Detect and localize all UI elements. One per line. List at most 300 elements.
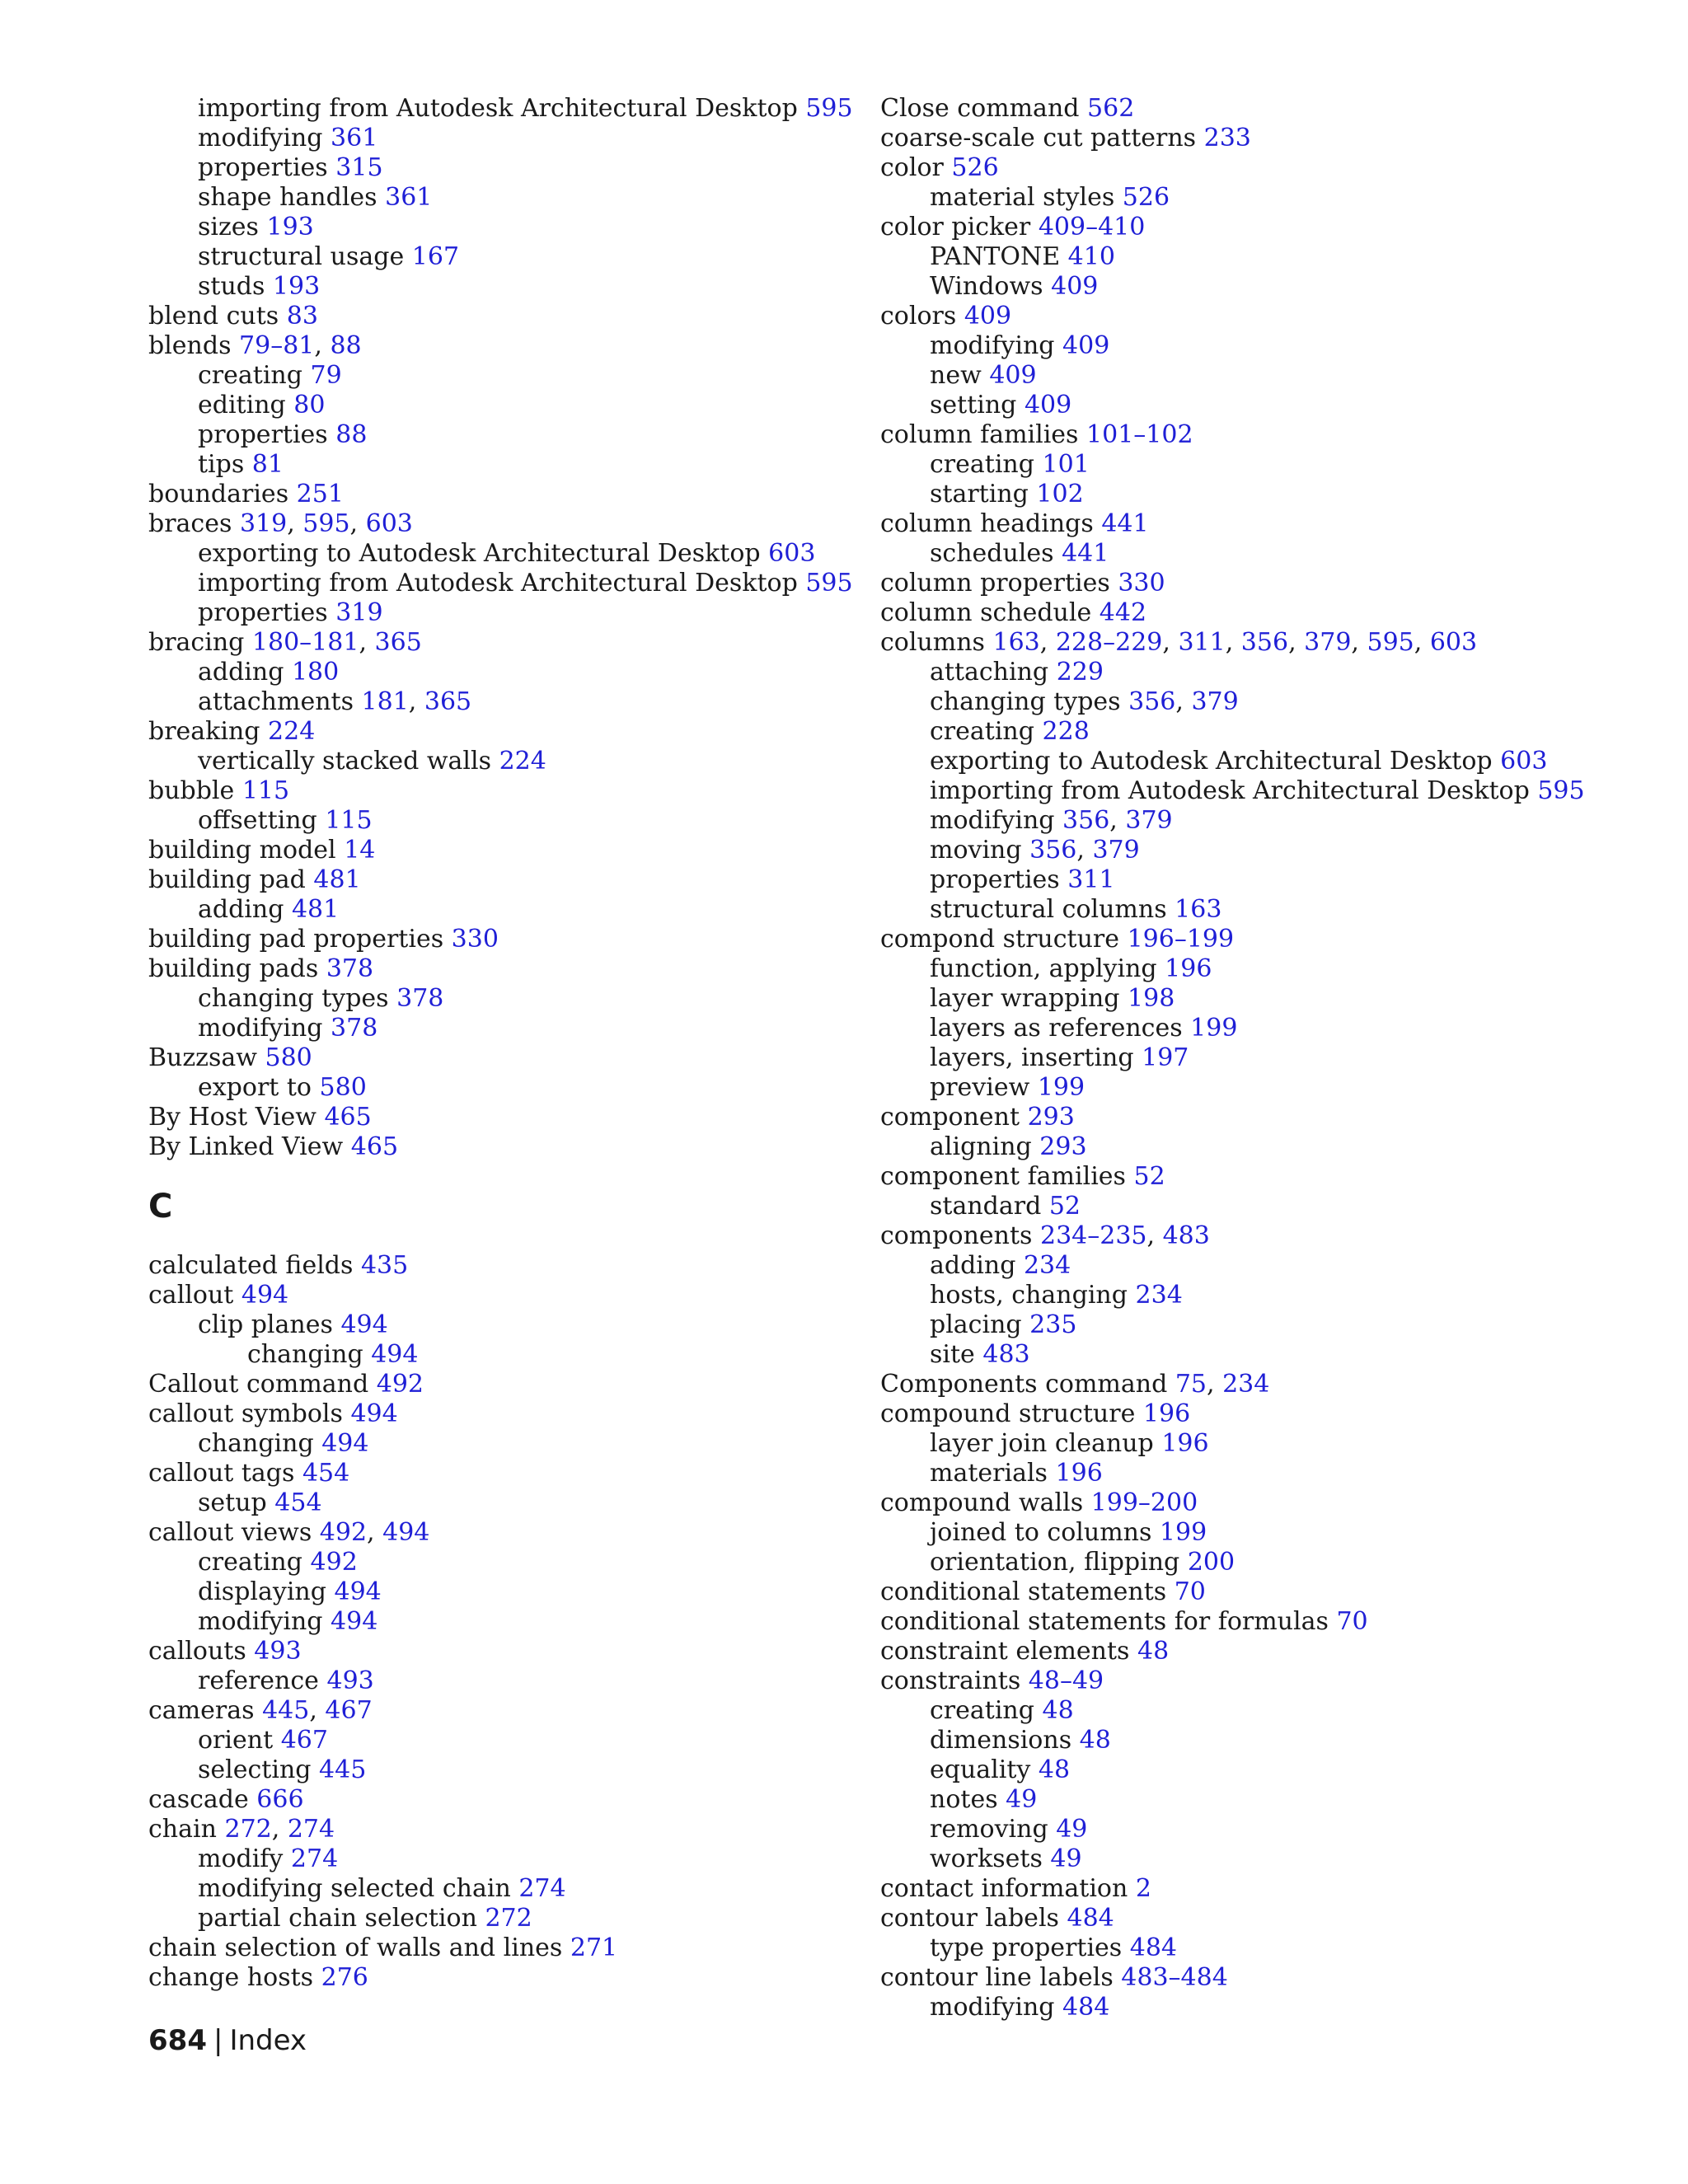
index-subentry	[880, 747, 1639, 776]
page-reference-link[interactable]: 494	[321, 1429, 369, 1458]
index-term: sizes	[198, 213, 259, 241]
index-term: adding	[930, 1251, 1016, 1280]
page-reference-link[interactable]: 580	[265, 1043, 312, 1072]
index-subentry	[880, 1429, 1639, 1459]
page-reference-link[interactable]: 356	[1062, 806, 1110, 835]
page-reference-link[interactable]: 467	[280, 1726, 328, 1755]
page-reference-link[interactable]: 274	[518, 1874, 566, 1903]
page-reference-link[interactable]: 49	[1056, 1815, 1088, 1844]
index-term: removing	[930, 1815, 1048, 1844]
index-term: setup	[198, 1488, 267, 1517]
page-reference-link[interactable]: 274	[290, 1844, 339, 1873]
index-term: attachments	[198, 687, 354, 716]
page-reference-link[interactable]: 603	[1500, 747, 1548, 776]
index-term: studs	[198, 272, 265, 301]
page-reference-link[interactable]: 454	[302, 1459, 350, 1488]
index-subentry	[880, 1815, 1639, 1844]
index-entry	[148, 1963, 857, 1993]
page-reference-link[interactable]: 492	[319, 1518, 368, 1547]
index-term: creating	[198, 1548, 302, 1577]
index-entry	[880, 1904, 1639, 1933]
index-term: structural columns	[930, 895, 1167, 924]
index-subentry	[148, 272, 857, 302]
index-term: attaching	[930, 658, 1049, 687]
index-subentry: modifying 356, 379	[930, 806, 1173, 835]
index-term: calculated fields	[148, 1251, 354, 1280]
index-term: creating	[930, 1696, 1034, 1725]
index-term: coarse-scale cut patterns	[880, 124, 1197, 152]
index-term: creating	[198, 361, 302, 390]
index-subentry	[880, 1548, 1639, 1577]
index-subentry	[880, 984, 1639, 1014]
index-entry	[148, 302, 857, 331]
page-reference-link[interactable]: 200	[1187, 1548, 1236, 1577]
page-reference-link[interactable]: 378	[396, 984, 444, 1013]
page-reference-link[interactable]: 562	[1087, 94, 1135, 123]
page-reference-link[interactable]: 180–181	[251, 628, 359, 657]
page-reference-link[interactable]: 356	[1128, 687, 1176, 716]
index-subentry	[880, 183, 1639, 213]
page-reference-link[interactable]: 234	[1023, 1251, 1071, 1280]
page-reference-link[interactable]: 102	[1036, 480, 1084, 509]
index-term: modifying selected chain	[198, 1874, 511, 1903]
page-reference-link[interactable]: 311	[1067, 865, 1115, 894]
index-subentry	[880, 361, 1639, 391]
page-reference-link[interactable]: 79–81	[239, 331, 315, 360]
index-entry	[880, 153, 1639, 183]
page-reference-link[interactable]: 199–200	[1090, 1488, 1198, 1517]
page-reference-link[interactable]: 233	[1203, 124, 1251, 152]
page-reference-link[interactable]: 199	[1190, 1014, 1238, 1043]
page-reference-link[interactable]: 80	[293, 391, 326, 419]
page-reference-link[interactable]: 441	[1101, 509, 1149, 538]
index-term: Close command	[880, 94, 1080, 123]
index-subentry	[148, 124, 857, 153]
index-term: notes	[930, 1785, 998, 1814]
index-term: conditional statements	[880, 1577, 1167, 1606]
index-term: layers, inserting	[930, 1043, 1134, 1072]
page-reference-link[interactable]: 224	[268, 717, 316, 746]
index-subentry	[148, 1073, 857, 1103]
page-reference-link[interactable]: 101	[1042, 450, 1090, 479]
index-subentry: attachments 181, 365	[198, 687, 472, 716]
index-entry	[880, 1577, 1639, 1607]
page-reference-link[interactable]: 274	[287, 1815, 335, 1844]
page-reference-link[interactable]: 465	[324, 1103, 372, 1132]
index-term: layer wrapping	[930, 984, 1120, 1013]
index-entry	[880, 1637, 1639, 1666]
index-entry	[880, 598, 1639, 628]
page-reference-link[interactable]: 493	[326, 1666, 374, 1695]
index-subentry	[880, 1785, 1639, 1815]
page-reference-link[interactable]: 356	[1029, 836, 1077, 865]
page-reference-link[interactable]: 465	[350, 1132, 399, 1161]
index-term: adding	[198, 658, 284, 687]
page-reference-link[interactable]: 494	[241, 1281, 289, 1310]
index-subentry	[880, 717, 1639, 747]
index-term: vertically stacked walls	[198, 747, 492, 776]
index-column-right	[880, 94, 1639, 2022]
page-reference-link[interactable]: 494	[334, 1577, 382, 1606]
index-subentry	[880, 1696, 1639, 1726]
index-subentry	[148, 539, 857, 569]
page-reference-link[interactable]: 199	[1159, 1518, 1207, 1547]
index-term: standard	[930, 1192, 1042, 1221]
index-term: hosts, changing	[930, 1281, 1128, 1310]
page-reference-link[interactable]: 319	[239, 509, 288, 538]
page-reference-link[interactable]: 293	[1039, 1132, 1087, 1161]
page-reference-link[interactable]: 81	[251, 450, 284, 479]
page-reference-link[interactable]: 196	[1165, 954, 1212, 983]
page-reference-link[interactable]: 379	[1092, 836, 1140, 865]
index-subentry	[148, 1488, 857, 1518]
page-reference-link[interactable]: 276	[321, 1963, 368, 1992]
index-term: modify	[198, 1844, 284, 1873]
page-reference-link[interactable]: 379	[1191, 687, 1239, 716]
page-reference-link[interactable]: 52	[1048, 1192, 1081, 1221]
index-subentry	[148, 806, 857, 836]
page-reference-link[interactable]: 492	[376, 1370, 424, 1399]
page-reference-link[interactable]: 48	[1137, 1637, 1170, 1666]
page-reference-link[interactable]: 330	[1118, 569, 1165, 598]
footer-separator: |	[213, 2024, 223, 2057]
page-reference-link[interactable]: 271	[570, 1933, 618, 1962]
index-subentry	[880, 954, 1639, 984]
page-reference-link[interactable]: 603	[365, 509, 413, 538]
index-entry	[880, 124, 1639, 153]
page-reference-link[interactable]: 441	[1062, 539, 1109, 568]
index-subentry	[880, 1844, 1639, 1874]
index-subentry	[148, 94, 857, 124]
page-reference-link[interactable]: 75	[1175, 1370, 1207, 1399]
index-term: component families	[880, 1162, 1126, 1191]
page-reference-link[interactable]: 311	[1178, 628, 1226, 657]
index-term: contour labels	[880, 1904, 1059, 1933]
page-reference-link[interactable]: 526	[951, 153, 999, 182]
index-term: schedules	[930, 539, 1054, 568]
index-term: By Linked View	[148, 1132, 344, 1161]
index-subentry	[880, 480, 1639, 509]
index-term: building pad	[148, 865, 306, 894]
index-term: joined to columns	[930, 1518, 1152, 1547]
page-reference-link[interactable]: 235	[1029, 1310, 1077, 1339]
index-entry	[148, 836, 857, 865]
index-subentry	[880, 1281, 1639, 1310]
index-term: properties	[930, 865, 1060, 894]
page-reference-link[interactable]: 79	[310, 361, 342, 390]
page-reference-link[interactable]: 666	[256, 1785, 304, 1814]
page-reference-link[interactable]: 198	[1128, 984, 1175, 1013]
index-term: colors	[880, 302, 957, 330]
index-term: shape handles	[198, 183, 377, 212]
page-reference-link[interactable]: 228–229	[1055, 628, 1163, 657]
page-reference-link[interactable]: 196	[1161, 1429, 1209, 1458]
index-term: Callout command	[148, 1370, 369, 1399]
page-reference-link[interactable]: 492	[310, 1548, 358, 1577]
index-subentry	[148, 1429, 857, 1459]
page-reference-link[interactable]: 48	[1042, 1696, 1074, 1725]
index-term: cascade	[148, 1785, 249, 1814]
index-subentry	[880, 1132, 1639, 1162]
index-entry	[880, 925, 1639, 954]
page-reference-link[interactable]: 251	[296, 480, 344, 509]
page-reference-link[interactable]: 481	[313, 865, 361, 894]
index-subentry	[880, 242, 1639, 272]
page-reference-link[interactable]: 272	[485, 1904, 532, 1933]
page-reference-link[interactable]: 196	[1055, 1459, 1103, 1488]
index-term: contour line labels	[880, 1963, 1114, 1992]
page-reference-link[interactable]: 494	[331, 1607, 378, 1636]
page-reference-link[interactable]: 409	[1062, 331, 1110, 360]
index-term: color	[880, 153, 944, 182]
page-reference-link[interactable]: 199	[1037, 1073, 1085, 1102]
page-reference-link[interactable]: 603	[1429, 628, 1478, 657]
footer-section-title: Index	[229, 2024, 307, 2057]
page-reference-link[interactable]: 484	[1067, 1904, 1114, 1933]
page-reference-link[interactable]: 409	[964, 302, 1012, 330]
page-reference-link[interactable]: 378	[331, 1014, 378, 1043]
index-term: creating	[930, 717, 1034, 746]
page-reference-link[interactable]: 361	[331, 124, 378, 152]
page-reference-link[interactable]: 454	[274, 1488, 322, 1517]
page-reference-link[interactable]: 319	[335, 598, 383, 627]
page-reference-link[interactable]: 494	[371, 1340, 419, 1369]
page-reference-link[interactable]: 193	[266, 213, 314, 241]
index-term: importing from Autodesk Architectural Desktop	[930, 776, 1530, 805]
index-term: cameras	[148, 1696, 255, 1725]
index-term: change hosts	[148, 1963, 314, 1992]
index-entry	[880, 1607, 1639, 1637]
index-subentry	[148, 391, 857, 420]
page-reference-link[interactable]: 14	[344, 836, 376, 865]
index-subentry	[148, 1874, 857, 1904]
page-reference-link[interactable]: 526	[1122, 183, 1170, 212]
index-term: layers as references	[930, 1014, 1183, 1043]
index-term: conditional statements for formulas	[880, 1607, 1329, 1636]
index-term: starting	[930, 480, 1029, 509]
index-term: breaking	[148, 717, 260, 746]
index-term: modifying	[930, 806, 1055, 835]
page-reference-link[interactable]: 181	[361, 687, 409, 716]
section-heading: C	[148, 1188, 173, 1226]
index-term: editing	[198, 391, 286, 419]
page-reference-link[interactable]: 493	[254, 1637, 302, 1666]
index-entry	[880, 1399, 1639, 1429]
page-reference-link[interactable]: 234–235	[1039, 1221, 1147, 1250]
page-reference-link[interactable]: 48	[1038, 1755, 1071, 1784]
index-subentry	[880, 1993, 1639, 2022]
index-entry	[148, 1459, 857, 1488]
index-term: Components command	[880, 1370, 1168, 1399]
page-reference-link[interactable]: 467	[325, 1696, 373, 1725]
page-reference-link[interactable]: 193	[272, 272, 321, 301]
index-subentry	[880, 1755, 1639, 1785]
page-reference-link[interactable]: 48–49	[1028, 1666, 1104, 1695]
page-reference-link[interactable]: 101–102	[1086, 420, 1193, 449]
page-reference-link[interactable]: 356	[1240, 628, 1289, 657]
page-reference-link[interactable]: 603	[768, 539, 816, 568]
page-reference-link[interactable]: 196	[1142, 1399, 1191, 1428]
index-term: clip planes	[198, 1310, 333, 1339]
page-reference-link[interactable]: 595	[1367, 628, 1414, 657]
index-subentry	[148, 1844, 857, 1874]
page-reference-link[interactable]: 167	[411, 242, 460, 271]
index-term: Buzzsaw	[148, 1043, 257, 1072]
page-reference-link[interactable]: 409–410	[1038, 213, 1146, 241]
index-term: aligning	[930, 1132, 1032, 1161]
index-term: building pad properties	[148, 925, 444, 954]
page-reference-link[interactable]: 442	[1099, 598, 1147, 627]
index-term: type properties	[930, 1933, 1123, 1962]
page-reference-link[interactable]: 409	[989, 361, 1037, 390]
page-reference-link[interactable]: 330	[451, 925, 499, 954]
page-reference-link[interactable]: 379	[1304, 628, 1352, 657]
page-reference-link[interactable]: 224	[499, 747, 546, 776]
index-subentry	[148, 658, 857, 687]
page-reference-link[interactable]: 409	[1051, 272, 1099, 301]
page-reference-link[interactable]: 365	[424, 687, 472, 716]
index-entry	[880, 94, 1639, 124]
index-term: blend cuts	[148, 302, 279, 330]
index-term: column properties	[880, 569, 1110, 598]
page-reference-link[interactable]: 484	[1062, 1993, 1110, 2022]
index-entry	[148, 1933, 857, 1963]
index-entry	[880, 1162, 1639, 1192]
page-reference-link[interactable]: 88	[330, 331, 362, 360]
index-subentry	[148, 361, 857, 391]
index-term: structural usage	[198, 242, 405, 271]
page-reference-link[interactable]: 494	[340, 1310, 388, 1339]
index-entry	[880, 1103, 1639, 1132]
page-reference-link[interactable]: 435	[360, 1251, 409, 1280]
page-reference-link[interactable]: 595	[805, 94, 853, 123]
index-term: setting	[930, 391, 1017, 419]
index-subentry	[880, 1073, 1639, 1103]
page-reference-link[interactable]: 580	[319, 1073, 367, 1102]
index-subentry	[148, 1904, 857, 1933]
page-reference-link[interactable]: 484	[1129, 1933, 1178, 1962]
index-term: constraints	[880, 1666, 1021, 1695]
page-reference-link[interactable]: 2	[1135, 1874, 1151, 1903]
page-reference-link[interactable]: 228	[1042, 717, 1090, 746]
index-subentry	[148, 1726, 857, 1755]
index-term: PANTONE	[930, 242, 1061, 271]
index-term: placing	[930, 1310, 1022, 1339]
index-term: column families	[880, 420, 1079, 449]
index-entry	[880, 420, 1639, 450]
index-entry	[148, 1043, 857, 1073]
index-subentry	[880, 895, 1639, 925]
page-reference-link[interactable]: 115	[325, 806, 373, 835]
index-entry: braces 319, 595, 603	[148, 509, 413, 538]
page-reference-link[interactable]: 115	[241, 776, 290, 805]
index-term: layer join cleanup	[930, 1429, 1154, 1458]
index-term: exporting to Autodesk Architectural Desktop	[930, 747, 1493, 776]
page-reference-link[interactable]: 595	[805, 569, 853, 598]
page-reference-link[interactable]: 365	[374, 628, 422, 657]
page-reference-link[interactable]: 379	[1125, 806, 1173, 835]
page-reference-link[interactable]: 163	[1175, 895, 1222, 924]
page-reference-link[interactable]: 49	[1050, 1844, 1082, 1873]
index-term: offsetting	[198, 806, 317, 835]
page-reference-link[interactable]: 197	[1142, 1043, 1189, 1072]
index-subentry	[148, 1607, 857, 1637]
index-entry	[148, 954, 857, 984]
index-subentry	[880, 391, 1639, 420]
page-reference-link[interactable]: 483–484	[1121, 1963, 1228, 1992]
page-reference-link[interactable]: 378	[326, 954, 374, 983]
page-reference-link[interactable]: 70	[1174, 1577, 1206, 1606]
index-term: changing	[198, 1429, 314, 1458]
page-reference-link[interactable]: 234	[1222, 1370, 1270, 1399]
index-term: boundaries	[148, 480, 289, 509]
page-reference-link[interactable]: 595	[1537, 776, 1585, 805]
page-reference-link[interactable]: 180	[291, 658, 340, 687]
page-reference-link[interactable]: 234	[1135, 1281, 1183, 1310]
index-subentry	[148, 895, 857, 925]
index-term: site	[930, 1340, 975, 1369]
page-reference-link[interactable]: 83	[286, 302, 318, 330]
page-reference-link[interactable]: 445	[319, 1755, 367, 1784]
index-entry	[148, 1281, 857, 1310]
page-reference-link[interactable]: 293	[1027, 1103, 1075, 1132]
page-reference-link[interactable]: 361	[385, 183, 433, 212]
index-term: callout tags	[148, 1459, 295, 1488]
index-term: braces	[148, 509, 232, 538]
page-reference-link[interactable]: 70	[1336, 1607, 1368, 1636]
index-entry: blends 79–81, 88	[148, 331, 362, 360]
index-term: changing	[247, 1340, 363, 1369]
page-reference-link[interactable]: 445	[262, 1696, 310, 1725]
index-entry	[148, 1370, 857, 1399]
index-term: modifying	[930, 1993, 1055, 2022]
page-reference-link[interactable]: 494	[350, 1399, 398, 1428]
index-term: compound structure	[880, 1399, 1136, 1428]
index-subentry	[148, 1340, 857, 1370]
index-term: column headings	[880, 509, 1094, 538]
page-reference-link[interactable]: 49	[1006, 1785, 1038, 1814]
page-reference-link[interactable]: 409	[1024, 391, 1072, 419]
index-term: callouts	[148, 1637, 246, 1666]
page-reference-link[interactable]: 196–199	[1127, 925, 1235, 954]
index-subentry	[880, 331, 1639, 361]
page-reference-link[interactable]: 272	[224, 1815, 272, 1844]
page-reference-link[interactable]: 229	[1056, 658, 1104, 687]
page-reference-link[interactable]: 483	[982, 1340, 1030, 1369]
page-reference-link[interactable]: 483	[1162, 1221, 1210, 1250]
index-term: contact information	[880, 1874, 1128, 1903]
page-reference-link[interactable]: 410	[1067, 242, 1115, 271]
page-reference-link[interactable]: 52	[1133, 1162, 1165, 1191]
index-term: color picker	[880, 213, 1031, 241]
index-term: materials	[930, 1459, 1048, 1488]
index-term: constraint elements	[880, 1637, 1130, 1666]
index-term: dimensions	[930, 1726, 1072, 1755]
page-reference-link[interactable]: 595	[302, 509, 350, 538]
page-reference-link[interactable]: 88	[335, 420, 368, 449]
index-entry	[148, 1132, 857, 1162]
index-subentry: changing types 356, 379	[930, 687, 1239, 716]
page-reference-link[interactable]: 163	[992, 628, 1040, 657]
index-subentry	[148, 569, 857, 598]
page-reference-link[interactable]: 481	[291, 895, 340, 924]
page-reference-link[interactable]: 315	[335, 153, 383, 182]
page-reference-link[interactable]: 494	[382, 1518, 430, 1547]
page-reference-link[interactable]: 48	[1079, 1726, 1111, 1755]
index-term: orient	[198, 1726, 274, 1755]
index-term: modifying	[198, 1607, 323, 1636]
index-term: modifying	[198, 1014, 323, 1043]
